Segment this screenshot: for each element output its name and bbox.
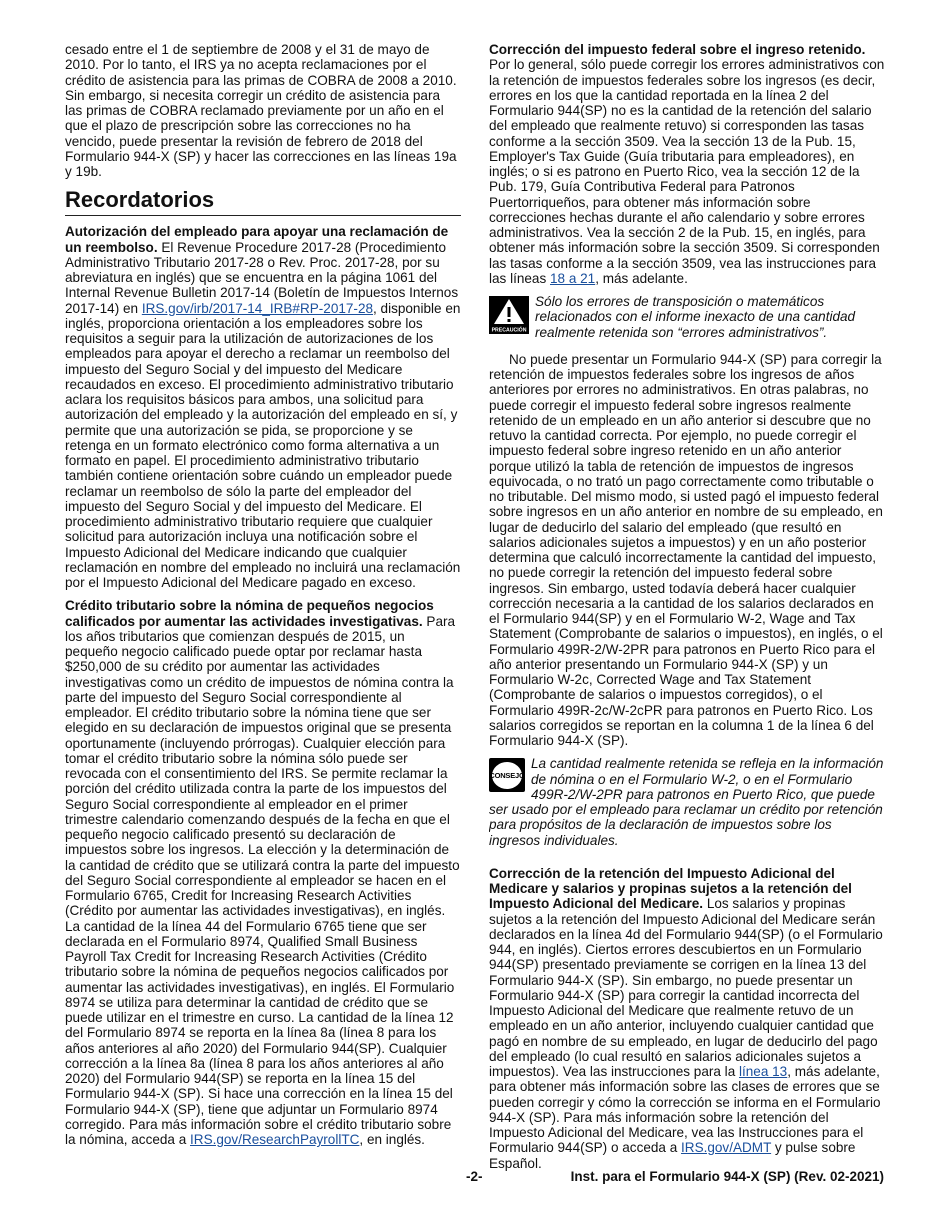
- employee-authorization-paragraph: [65, 224, 461, 590]
- federal-withholding-paragraph: [489, 42, 885, 286]
- additional-medicare-body-3: y pulse sobre Español.: [489, 1140, 856, 1171]
- right-column: [489, 42, 885, 1179]
- employee-authorization-heading: Autorización del empleado para apoyar una reclamación de un reembolso.: [65, 224, 449, 255]
- payroll-credit-paragraph: [65, 598, 461, 1147]
- additional-medicare-body-1: Los salarios y propinas sujetos a la retención del Impuesto Adicional del Medicare serán declarados en la línea 4d del Formulario 944(SP) (o el Formulario 944, en inglés). Ciertos errores descubiertos en un Formulario 944(SP) presentado previamente se corrigen en la línea 13 del Formulario 944-X (SP). Sin embargo, no puede presentar un Formulario 944-X (SP) para corregir la cantidad incorrecta del Impuesto Adicional del Medicare que realmente retuvo de un empleado en un año anterior, incluyendo cualquier cantidad que pagó en nombre de su empleado, en lugar de deducirlo del pago del empleado (lo cual resultó en salarios adicionales sujetos a impuestos). Vea las instrucciones para la: [489, 896, 883, 1079]
- line-13-link[interactable]: línea 13: [739, 1064, 788, 1079]
- cobra-intro-paragraph: cesado entre el 1 de septiembre de 2008 y el 31 de mayo de 2010. Por lo tanto, el IRS ya no acepta reclamaciones por el crédito de asistencia para las primas de COBRA de 2008 a 2010. Sin embargo, si necesita corregir un crédito de asistencia para las primas de COBRA reclamado previamente por un año en el que el plazo de prescripción sobre las correcciones no ha vencido, puede presentar la revisión de febrero de 2018 del Formulario 944-X (SP) y hacer las correcciones en las líneas 19a y 19b.: [65, 42, 457, 179]
- federal-withholding-heading: Corrección del impuesto federal sobre el ingreso retenido.: [489, 42, 866, 57]
- admt-link[interactable]: IRS.gov/ADMT: [681, 1140, 772, 1156]
- section-title-recordatorios: Recordatorios: [65, 187, 461, 216]
- tip-icon: [489, 758, 525, 792]
- caution-note: [489, 294, 885, 340]
- irb-link[interactable]: IRS.gov/irb/2017-14_IRB#RP-2017-28: [141, 300, 374, 316]
- federal-withholding-body-1: Por lo general, sólo puede corregir los errores administrativos con la retención de impuestos federales sobre los ingresos (es decir, errores en los que la cantidad reportada en la línea 2 del Formulario 944(SP) no es la cantidad de la retención del salario del empleado que realmente retuvo) si corresponden las tasas conforme a la sección 3509. Vea la sección 13 de la Pub. 15, Employer's Tax Guide (Guía tributaria para empleadores), en inglés; o si es patrono en Puerto Rico, vea la sección 12 de la Pub. 179, Guía Contributiva Federal para Patronos Puertorriqueños, para obtener más información sobre correcciones hechas durante el año calendario y sobre errores administrativos. Vea la sección 2 de la Pub. 15, en inglés, para obtener más información sobre la sección 3509. Si corresponden las tasas conforme a la sección 3509, vea las instrucciones para las líneas: [489, 57, 885, 286]
- payroll-credit-body-2: , en inglés.: [359, 1132, 425, 1147]
- additional-medicare-heading: Corrección de la retención del Impuesto Adicional del Medicare y salarios y propinas sujetos a la retención del Impuesto Adicional del Medicare.: [489, 865, 852, 912]
- page-number: -2-: [466, 1169, 483, 1184]
- additional-medicare-paragraph: [489, 866, 885, 1171]
- non-administrative-errors-paragraph: No puede presentar un Formulario 944-X (SP) para corregir la retención de impuestos federales sobre los ingresos de años anteriores por errores no administrativos. En otras palabras, no puede corregir el impuesto federal sobre ingresos realmente retenido de un empleado en un año anterior si descubre que no retuvo la cantidad correcta. Por ejemplo, no puede corregir el impuesto federal sobre ingreso retenido en un año anterior porque utilizó la tabla de retención de impuestos de ingresos equivocada, o no trató un pago correctamente como tributable o no tributable. Del mismo modo, si usted pagó el impuesto federal sobre ingresos en un año anterior en nombre de su empleado, en lugar de deducirlo del salario del empleado (que resultó en salarios adicionales sujetos a impuestos) y en un año posterior determina que calculó incorrectamente la cantidad del impuesto, no puede corregir la retención del impuesto federal sobre ingresos. Sin embargo, usted todavía deberá hacer cualquier corrección necesaria a la cantidad de los salarios declarados en el Formulario 944(SP) y en el Formulario W-2, Wage and Tax Statement (Comprobante de salarios o impuestos), en inglés, o el Formulario 499R-2/W-2PR para patronos en Puerto Rico para el año anterior presentando un Formulario 944-X (SP) y un Formulario W-2c, Corrected Wage and Tax Statement (Comprobante de salarios o impuestos corregidos), o el Formulario 499R-2c/W-2cPR para patronos en Puerto Rico. Los salarios corregidos se reportan en la columna 1 de la línea 6 del Formulario 944-X (SP).: [489, 351, 883, 748]
- payroll-credit-heading: Crédito tributario sobre la nómina de pequeños negocios calificados por aumentar las actividades investigativas.: [65, 598, 434, 629]
- federal-withholding-body-2: , más adelante.: [595, 270, 688, 286]
- tip-note: [489, 756, 885, 848]
- tip-label: CONSEJO: [492, 762, 522, 789]
- caution-icon: [489, 296, 529, 334]
- left-column: [65, 42, 461, 1155]
- payroll-credit-body-1: Para los años tributarios que comienzan después de 2015, un pequeño negocio calificado puede optar por reclamar hasta $250,000 de su crédito por aumentar las actividades investigativas como un crédito de impuestos de nómina contra la parte del impuesto del Seguro Social correspondiente al empleador. El crédito tributario sobre la nómina tiene que ser elegido en su declaración de impuestos original que se presenta oportunamente (incluyendo prórrogas). Cualquier elección para tomar el crédito tributario sobre la nómina sólo puede ser revocada con el consentimiento del IRS. Se permite reclamar la porción del crédito utilizada contra la parte de los impuestos del Seguro Social correspondiente al empleador en el primer trimestre calendario comenzando después de la fecha en que el pequeño negocio calificado presentó su declaración de impuestos sobre los ingresos. La elección y la determinación de la cantidad de crédito que se utilizará contra la parte del impuesto del Seguro Social correspondiente al empleador se hacen en el Formulario 6765, Credit for Increasing Research Activities (Crédito por aumentar las actividades investigativas), en inglés. La cantidad de la línea 44 del Formulario 6765 tiene que ser declarada en el Formulario 8974, Qualified Small Business Payroll Tax Credit for Increasing Research Activities (Crédito tributario sobre la nómina de pequeños negocios calificados por aumentar las actividades investigativas), en inglés. El Formulario 8974 se utiliza para determinar la cantidad de crédito que se puede utilizar en el trimestre en curso. La cantidad de la línea 12 del Formulario 8974 se reporta en la línea 8a (línea 8 para los años anteriores al año 2020) del Formulario 944(SP). Cualquier corrección a la línea 8a (línea 8 para los años anteriores al año 2020) del Formulario 944(SP) se reporta en la línea 15 del Formulario 944-X (SP). Si hace una corrección en la línea 15 del Formulario 944-X (SP), tiene que adjuntar un Formulario 8974 corregido. Para más información sobre el crédito tributario sobre la nómina, acceda a: [65, 613, 460, 1147]
- caution-text: Sólo los errores de transposición o matemáticos relacionados con el informe inexacto de una cantidad realmente retenida son “errores administrativos”.: [535, 294, 856, 340]
- additional-medicare-body-2: , más adelante, para obtener más información sobre las clases de errores que se pueden corregir y cómo la corrección se informa en el Formulario 944-X (SP). Para más información sobre la retención del Impuesto Adicional del Medicare, vea las Instrucciones para el Formulario 944(SP) o acceda a: [489, 1064, 881, 1156]
- lines-18-21-link[interactable]: 18 a 21: [550, 270, 596, 286]
- footer-title: Inst. para el Formulario 944-X (SP) (Rev. 02-2021): [570, 1169, 884, 1184]
- tip-text: La cantidad realmente retenida se refleja en la información de nómina o en el Formulario W-2, o en el Formulario 499R-2/W-2PR para patronos en Puerto Rico, que puede ser usado por el empleado para reclamar un crédito por retención para propósitos de la declaración de impuestos sobre los ingresos individuales.: [489, 756, 884, 848]
- employee-authorization-body-1: El Revenue Procedure 2017-28 (Procedimiento Administrativo Tributario 2017-28 o Rev. Proc. 2017-28, por su abreviatura en inglés) que se encuentra en la página 1061 del Internal Revenue Bulletin 2017-14 (Boletín de Impuestos Internos 2017-14) en: [65, 239, 459, 316]
- caution-label: PRECAUCIÓN: [491, 327, 527, 334]
- research-payroll-link[interactable]: IRS.gov/ResearchPayrollTC: [190, 1132, 360, 1147]
- employee-authorization-body-2: , disponible en inglés, proporciona orientación a los empleadores sobre los requisitos a seguir para la utilización de autorizaciones de los empleados para apoyar el derecho a reclamar un reembolso del impuesto del Seguro Social y del impuesto del Medicare recaudados en exceso. El procedimiento administrativo tributario aclara los requisitos básicos para ambos, una solicitud para autorización del empleado y la autorización del empleado en sí, y permite que una autorización se pida, se proporcione y se retenga en un formato electrónico como forma alternativa a un formato en papel. El procedimiento administrativo tributario también contiene orientación sobre cuándo un empleador puede reclamar un reembolso de sólo la parte del empleador del impuesto del Seguro Social y del impuesto del Medicare. El procedimiento administrativo tributario requiere que cualquier solicitud para autorización incluya una notificación sobre el Impuesto Adicional del Medicare indicando que cualquier reclamación en nombre del empleado no incluirá una reclamación por el Impuesto Adicional del Medicare pagado en exceso.: [65, 300, 461, 590]
